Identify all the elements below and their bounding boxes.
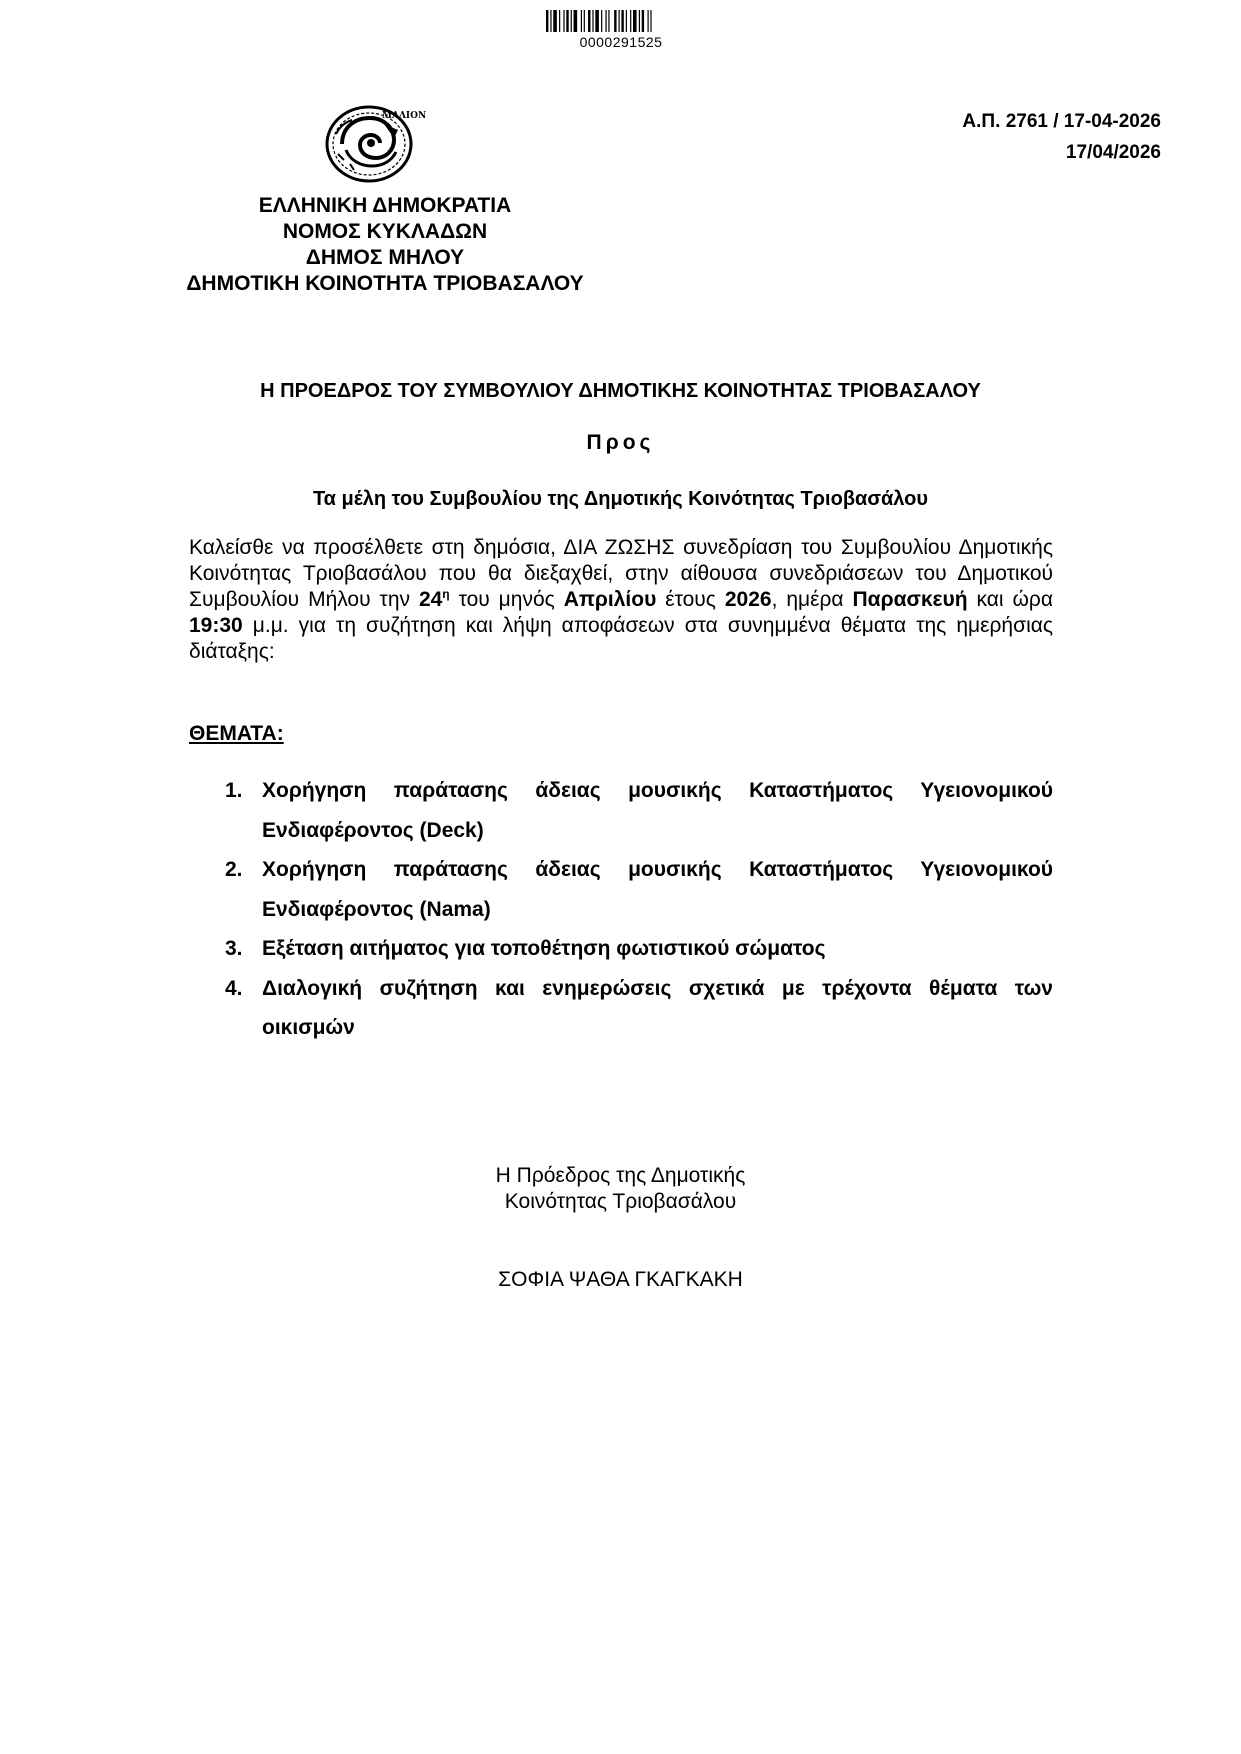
agenda-item-number: 2.: [225, 858, 243, 881]
meeting-year: 2026: [724, 588, 772, 611]
signatory-name: ΣΟΦΙΑ ΨΑΘΑ ΓΚΑΓΚΑΚΗ: [498, 1268, 743, 1291]
invitation-text: και ώρα: [967, 588, 1053, 611]
issuing-authority: [150, 193, 620, 297]
agenda-item-number: 3.: [225, 937, 243, 960]
agenda-item-number: 4.: [225, 976, 243, 1000]
agenda-item-text: Χορήγηση παράτασης άδειας μουσικής Καταστήματος Υγειονομικού Ενδιαφέροντος (Deck): [262, 779, 1053, 842]
invitation-text: του μηνός: [449, 588, 564, 611]
agenda-item: [222, 850, 1053, 929]
authority-line: ΝΟΜΟΣ ΚΥΚΛΑΔΩΝ: [282, 220, 488, 243]
barcode: [546, 10, 696, 50]
invitation-text: μ.μ. για τη συζήτηση και λήψη αποφάσεων στα συνημμένα θέματα της ημερήσιας διάταξης:: [189, 614, 1053, 663]
meeting-weekday: Παρασκευή: [852, 588, 968, 611]
document-title: Η ΠΡΟΕΔΡΟΣ ΤΟΥ ΣΥΜΒΟΥΛΙΟΥ ΔΗΜΟΤΙΚΗΣ ΚΟΙΝΟΤΗΤΑΣ ΤΡΙΟΒΑΣΑΛΟΥ: [260, 380, 981, 402]
agenda-item-text: Διαλογική συζήτηση και ενημερώσεις σχετικά με τρέχοντα θέματα των οικισμών: [262, 976, 1053, 1039]
authority-line: ΕΛΛΗΝΙΚΗ ΔΗΜΟΚΡΑΤΙΑ: [258, 194, 512, 217]
agenda-item: [222, 929, 1053, 969]
signatory-role: [0, 1163, 1241, 1215]
invitation-text: Καλείσθε να προσέλθετε στη δημόσια, ΔΙΑ ΖΩΣΗΣ συνεδρίαση του Συμβουλίου Δημοτικής Κοινότητας Τριοβασάλου που θα διεξαχθεί, στην αίθουσα συνεδριάσεων του Δημοτικού Συμβουλίου Μήλου την: [189, 536, 1053, 611]
protocol-date: 17/04/2026: [1065, 142, 1161, 163]
barcode-number: 0000291525: [579, 34, 663, 50]
authority-line: ΔΗΜΟΤΙΚΗ ΚΟΙΝΟΤΗΤΑ ΤΡΙΟΒΑΣΑΛΟΥ: [186, 272, 584, 295]
meeting-day-suffix: η: [442, 587, 450, 601]
signatory-role-line: Η Πρόεδρος της Δημοτικής: [495, 1164, 746, 1187]
signatory-role-line: Κοινότητας Τριοβασάλου: [504, 1190, 737, 1213]
meeting-month: Απριλίου: [563, 588, 657, 611]
meeting-time: 19:30: [189, 614, 243, 637]
agenda-heading: ΘΕΜΑΤΑ:: [189, 722, 284, 745]
protocol-block: [962, 106, 1161, 168]
invitation-paragraph: [189, 535, 1053, 665]
agenda-item-text: Χορήγηση παράτασης άδειας μουσικής Καταστήματος Υγειονομικού Ενδιαφέροντος (Nama): [262, 858, 1053, 921]
recipients: Τα μέλη του Συμβουλίου της Δημοτικής Κοινότητας Τριοβασάλου: [312, 488, 929, 510]
protocol-number: Α.Π. 2761 / 17-04-2026: [962, 111, 1161, 132]
agenda-item-number: 1.: [225, 779, 243, 802]
invitation-text: έτους: [656, 588, 725, 611]
invitation-text: , ημέρα: [771, 588, 853, 611]
agenda-item: [222, 969, 1053, 1048]
ancient-coin-seal-icon: [324, 104, 427, 184]
authority-line: ΔΗΜΟΣ ΜΗΛΟΥ: [305, 246, 465, 269]
seal-lettering: ΜΑΛΙΟΝ: [382, 111, 427, 121]
barcode-icon: [546, 10, 696, 32]
meeting-day: 24: [418, 588, 443, 611]
agenda-item: [222, 771, 1053, 850]
agenda-item-text: Εξέταση αιτήματος για τοποθέτηση φωτιστικού σώματος: [262, 937, 826, 960]
to-label: Προς: [586, 431, 655, 454]
agenda-list: [222, 771, 1053, 1048]
